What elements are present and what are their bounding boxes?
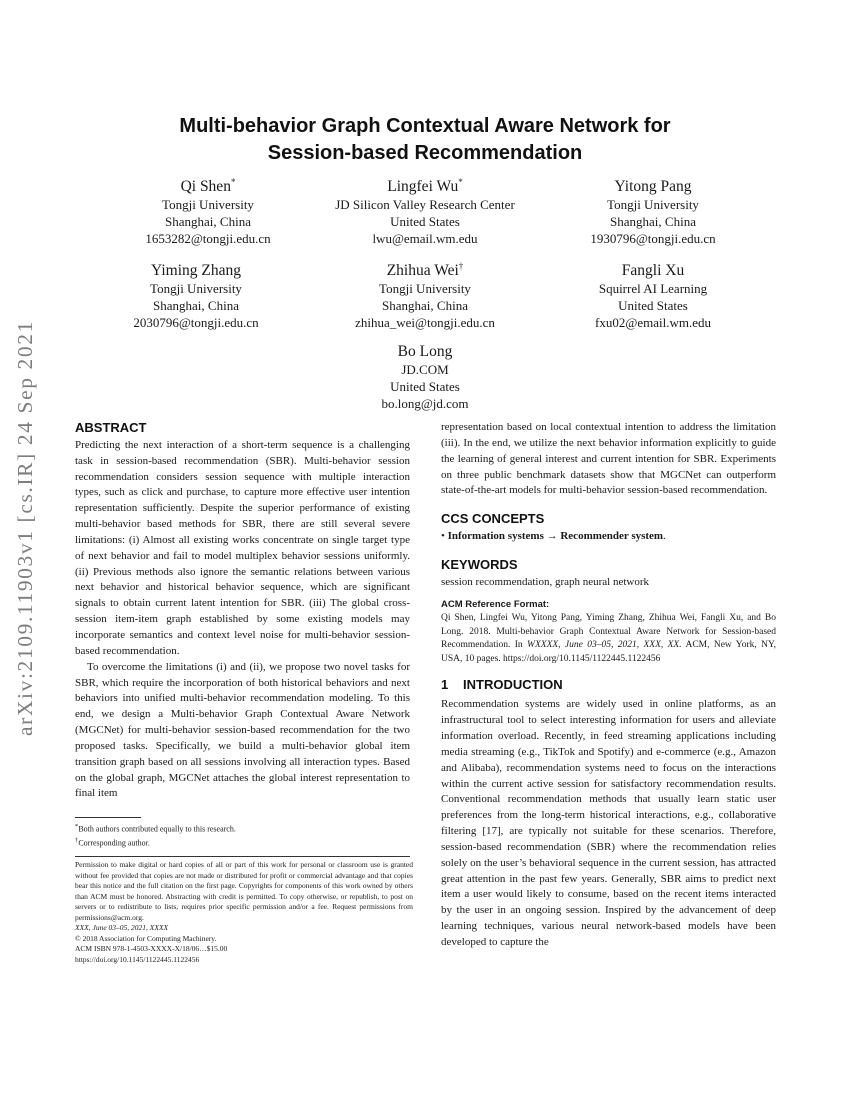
author-name: Yiming Zhang: [151, 262, 241, 279]
keywords-text: session recommendation, graph neural network: [441, 575, 650, 588]
author-block: [523, 178, 783, 247]
author-location: Shanghai, China: [165, 214, 251, 229]
permission-rule: [75, 856, 410, 857]
author-mark: *: [230, 176, 236, 187]
acm-reference-heading: ACM Reference Format:: [441, 598, 550, 610]
author-name: Lingfei Wu: [387, 178, 459, 195]
author-location: United States: [618, 298, 688, 313]
section-title: INTRODUCTION: [463, 677, 563, 693]
author-affiliation: Tongji University: [150, 281, 242, 296]
permission-text: Permission to make digital or hard copies of all or part of this work for personal or classroom use is granted without fee provided that copies are not made or distributed for profit or commercial advantage and that copies bear this notice and the full citation on the first page. Copyrights for components of this work owned by others than ACM must be honored. Abstracting with credit is permitted. To copy otherwise, or republish, to post on servers or to redistribute to lists, requires prior specific permission and/or a fee. Request permissions from permissions@acm.org.: [75, 860, 413, 922]
author-location: United States: [390, 214, 460, 229]
author-email: bo.long@jd.com: [381, 396, 469, 411]
author-affiliation: Tongji University: [162, 197, 254, 212]
author-email: 1653282@tongji.edu.cn: [145, 231, 271, 246]
introduction-text: Recommendation systems are widely used in online platforms, as an infrastructural tool to select interesting information for users and alleviate information overload. Recently, in feed streaming applications including media streaming (e.g., TikTok and Spotify) and e-commerce (e.g., Amazon and Alibaba), recommendation systems need to focus on the interactions within the current active session for satisfactory recommendation results. Conventional recommendation methods that usually learn static user preferences from the long-term historical interactions, e.g., collaborative filtering [17], are typically not suitable for these scenarios. Therefore, session-based recommendation (SBR) where the recommendation relies solely on the user’s behavioral sequence in the current session, has attracted great attention in the past few years. Generally, SBR aims to predict next item a user would likely to consume, based on the recent items interacted by the user in an ongoing session. Inspired by the advancement of deep learning techniques, various neural network-based models have been developed to capture the: [441, 698, 776, 948]
footnote-equal-contribution: *Both authors contributed equally to this research.: [75, 823, 236, 834]
isbn-line: ACM ISBN 978-1-4503-XXXX-X/18/06…$15.00: [75, 944, 228, 953]
introduction-heading: [441, 677, 776, 693]
author-block: [66, 262, 326, 331]
author-affiliation: Tongji University: [607, 197, 699, 212]
author-block: [523, 262, 783, 331]
ccs-heading: CCS CONCEPTS: [441, 511, 545, 527]
ccs-concepts: • Information systems → Recommender system.: [441, 530, 666, 543]
author-email: fxu02@email.wm.edu: [595, 315, 711, 330]
footnote-corresponding-author: †Corresponding author.: [75, 836, 150, 848]
author-location: Shanghai, China: [153, 298, 239, 313]
title-line-2: Session-based Recommendation: [267, 142, 583, 164]
author-name: Bo Long: [397, 343, 453, 360]
author-email: zhihua_wei@tongji.edu.cn: [355, 315, 495, 330]
section-number: 1: [441, 677, 449, 693]
author-mark: †: [458, 260, 464, 271]
footnotes: [75, 821, 410, 848]
ccs-bullet: •: [441, 530, 445, 543]
author-affiliation: Squirrel AI Learning: [598, 281, 708, 296]
abstract-section: [75, 420, 410, 802]
right-column: [441, 420, 776, 951]
abstract-heading: ABSTRACT: [75, 420, 147, 435]
author-affiliation: JD Silicon Valley Research Center: [335, 197, 515, 212]
author-block: [295, 262, 555, 331]
author-name: Fangli Xu: [621, 262, 685, 279]
author-block: [295, 343, 555, 412]
paper-title: [75, 113, 775, 167]
abstract-continuation: representation based on local contextual intention to address the limitation (iii). In the end, we utilize the next behavior information explicitly to guide the learning of general interest and current intention for SBR. Experiments on three public benchmark datasets show that MGCNet can outperform state-of-the-art models for multi-behavior session-based recommendation.: [441, 421, 776, 497]
ccs-concept: Information systems → Recommender system: [447, 530, 664, 543]
permission-block: [75, 860, 413, 965]
author-email: lwu@email.wm.edu: [372, 231, 478, 246]
author-name: Yitong Pang: [614, 178, 692, 195]
author-location: Shanghai, China: [382, 298, 468, 313]
author-name: Qi Shen: [180, 178, 231, 195]
copyright-line: © 2018 Association for Computing Machinery.: [75, 933, 217, 943]
doi-link[interactable]: https://doi.org/10.1145/1122445.1122456: [75, 954, 200, 964]
author-block: [295, 178, 555, 247]
author-affiliation: JD.COM: [401, 362, 449, 377]
acm-reference-venue: WXXXX, June 03–05, 2021, XXX, XX.: [527, 640, 682, 651]
author-mark: *: [458, 176, 463, 187]
author-email: 1930796@tongji.edu.cn: [590, 231, 716, 246]
author-name: Zhihua Wei: [386, 262, 459, 279]
abstract-paragraph: Predicting the next interaction of a short-term sequence is a challenging task in session-based recommendation (SBR). Multi-behavior session recommendation considers session sequence with multiple interaction types, such as click and purchase, to capture more effective user intention representation sufficiently. Despite the superior performance of existing multi-behavior based methods for SBR, there are still several severe limitations: (i) Almost all existing works concentrate on single target type of next behavior and fail to model multiplex behavior sessions uniformly. (ii) Previous methods also ignore the semantic relations between various next behavior and historical behavior sequence, which are significant signals to obtain current latent intention for SBR. (iii) The global cross-session item-item graph established by some existing models may incorporate semantics and context level noise for multi-behavior session-based recommendation.: [75, 438, 410, 657]
author-location: United States: [390, 379, 460, 394]
arxiv-identifier: arXiv:2109.11903v1 [cs.IR] 24 Sep 2021: [13, 320, 37, 736]
abstract-paragraph: To overcome the limitations (i) and (ii), we propose two novel tasks for SBR, which require the incorporation of both historical behaviors and next behaviors into unified multi-behavior recommendation modeling. To this end, we design a Multi-behavior Graph Contextual Aware Network (MGCNet) for multi-behavior session-based recommendation for the two proposed tasks. Specifically, we build a multi-behavior global item transition graph based on all sessions involving all interaction types. Based on the global graph, MGCNet attaches the global interest representation to final item: [75, 660, 410, 800]
acm-reference-text: Qi Shen, Lingfei Wu, Yitong Pang, Yiming Zhang, Zhihua Wei, Fangli Xu, and Bo Long. 2018. Multi-behavior Graph Contextual Aware Network for Session-based Recommendation. In WXXXX, June 03–05, 2021, XXX, XX. ACM, New York, NY, USA, 10 pages. https://doi.org/10.1145/1122445.1122456: [441, 613, 776, 664]
keywords-heading: KEYWORDS: [441, 556, 518, 572]
title-line-1: Multi-behavior Graph Contextual Aware Network for: [179, 115, 671, 137]
author-email: 2030796@tongji.edu.cn: [133, 315, 259, 330]
conference-venue: XXX, June 03–05, 2021, XXXX: [75, 923, 169, 932]
footnote-rule: [75, 817, 141, 818]
author-location: Shanghai, China: [610, 214, 696, 229]
author-affiliation: Tongji University: [379, 281, 471, 296]
